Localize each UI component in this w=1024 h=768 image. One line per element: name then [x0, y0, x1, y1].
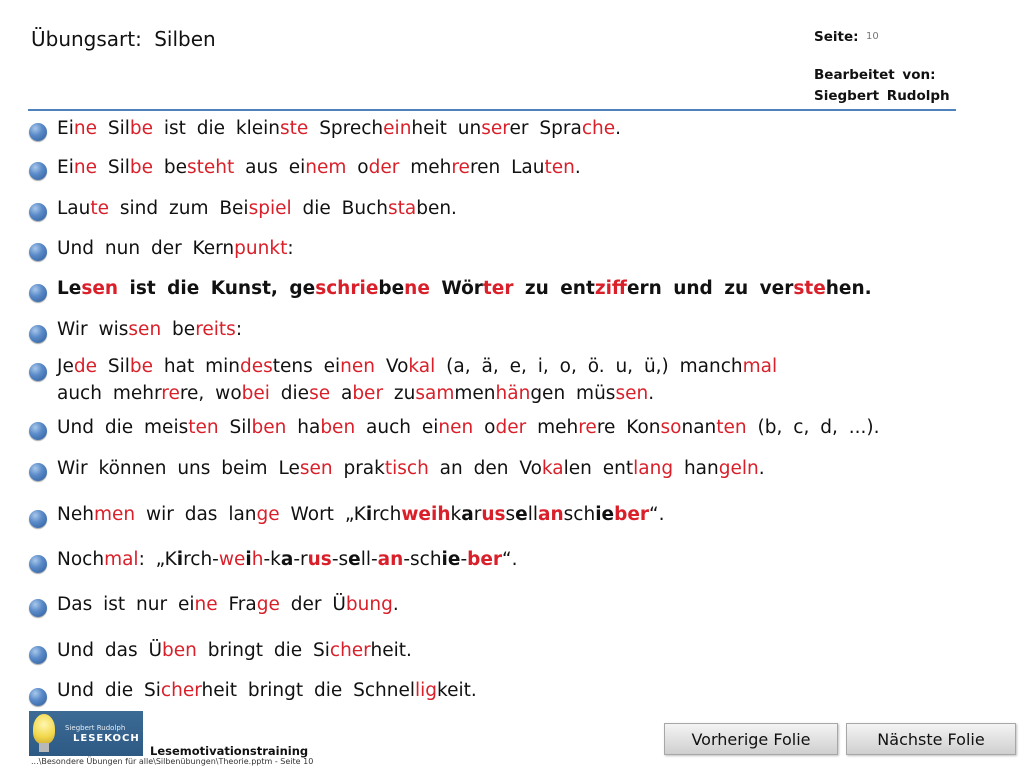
syllable-highlight: lig [415, 680, 438, 701]
syllable-highlight: ter [482, 278, 514, 299]
syllable-text: er Spra [509, 118, 582, 139]
syllable-text: s [505, 504, 516, 525]
bullet-icon [29, 123, 47, 141]
syllable-text: der Ü [279, 594, 346, 615]
lightbulb-icon [33, 714, 55, 744]
syllable-text: ren Lau [469, 157, 545, 178]
author-name: Siegbert Rudolph [814, 88, 950, 104]
syllable-highlight: sen [615, 383, 649, 404]
syllable-text: ha [286, 417, 321, 438]
syllable-text: . [574, 157, 581, 178]
syllable-text: hen. [825, 278, 872, 299]
syllable-text: Und nun der Kern [57, 238, 235, 259]
syllable-highlight: us [481, 504, 506, 525]
text-line [57, 417, 879, 438]
syllable-highlight: be [129, 157, 153, 178]
bullet-icon [29, 646, 47, 664]
syllable-highlight: ste [280, 118, 309, 139]
syllable-highlight: ben [320, 417, 356, 438]
syllable-text: bringt die Si [196, 640, 330, 661]
syllable-text: Ei [57, 118, 74, 139]
syllable-text: meh [399, 157, 452, 178]
syllable-text: aus ei [234, 157, 306, 178]
bullet-icon [29, 203, 47, 221]
text-line [57, 157, 581, 178]
syllable-highlight: zif [594, 278, 627, 299]
bullet-icon [29, 510, 47, 528]
syllable-highlight: h [251, 549, 264, 570]
syllable-highlight: ein [383, 118, 412, 139]
syllable-highlight: ber [467, 549, 503, 570]
syllable-highlight: ne [194, 594, 218, 615]
syllable-text: be [152, 157, 187, 178]
bullet-icon [29, 599, 47, 617]
syllable-highlight: der [368, 157, 400, 178]
syllable-highlight: men [93, 504, 136, 525]
syllable-highlight: an [377, 549, 404, 570]
syllable-text: i [176, 549, 184, 570]
page-number: 10 [866, 31, 879, 42]
syllable-text: (a, ä, e, i, o, ö. u, ü,) manch [435, 356, 743, 377]
syllable-highlight: sen [81, 278, 119, 299]
syllable-highlight: sen [299, 458, 333, 479]
syllable-highlight: mal [104, 549, 139, 570]
syllable-text: Le [57, 278, 82, 299]
syllable-highlight: des [239, 356, 273, 377]
syllable-text: heit un [411, 118, 482, 139]
syllable-text: i [245, 549, 252, 570]
text-line [57, 680, 477, 701]
syllable-text: Wir können uns beim Le [57, 458, 300, 479]
syllable-text: die [269, 383, 310, 404]
syllable-text: : „K [138, 549, 177, 570]
syllable-text: Vo [374, 356, 409, 377]
text-line [57, 118, 621, 139]
syllable-text: . [392, 594, 399, 615]
syllable-highlight: steht [187, 157, 235, 178]
syllable-highlight: nen [340, 356, 375, 377]
syllable-text: Lau [57, 198, 91, 219]
syllable-text: e [348, 549, 361, 570]
syllable-highlight: ten [544, 157, 575, 178]
syllable-text: ben. [416, 198, 457, 219]
lightbulb-base-icon [39, 743, 49, 752]
syllable-text: Fra [217, 594, 257, 615]
next-slide-button[interactable]: Nächste Folie [846, 723, 1016, 755]
bullet-icon [29, 162, 47, 180]
syllable-text: Je [57, 356, 74, 377]
syllable-text: Neh [57, 504, 94, 525]
syllable-highlight: de [73, 356, 97, 377]
syllable-highlight: tisch [384, 458, 429, 479]
text-line [57, 238, 294, 259]
previous-slide-button[interactable]: Vorherige Folie [664, 723, 838, 755]
syllable-text: : [287, 238, 294, 259]
logo-name: Siegbert Rudolph [65, 724, 126, 732]
syllable-text: k [450, 504, 462, 525]
syllable-highlight: geln [718, 458, 759, 479]
syllable-text: hat min [153, 356, 240, 377]
syllable-text: r [473, 504, 482, 525]
syllable-text: a [461, 504, 474, 525]
syllable-text: a [330, 383, 353, 404]
syllable-text: auch ei [355, 417, 439, 438]
syllable-text: tens ei [272, 356, 341, 377]
syllable-text: Sil [96, 157, 130, 178]
bullet-icon [29, 463, 47, 481]
edited-by-label: Bearbeitet von: [814, 67, 936, 83]
bullet-icon [29, 284, 47, 302]
syllable-text: re, wo [179, 383, 242, 404]
syllable-text: ll- [360, 549, 378, 570]
syllable-highlight: ka [541, 458, 564, 479]
syllable-text: “. [502, 549, 518, 570]
syllable-highlight: spiel [248, 198, 292, 219]
syllable-text: e [515, 504, 528, 525]
syllable-highlight: re [451, 157, 470, 178]
syllable-highlight: ben [251, 417, 287, 438]
syllable-text: (b, c, d, ...). [746, 417, 880, 438]
text-line [57, 504, 664, 525]
syllable-text: - [460, 549, 468, 570]
bullet-icon [29, 555, 47, 573]
syllable-text: Sprech [308, 118, 384, 139]
syllable-text: heit bringt die Schnel [201, 680, 415, 701]
syllable-highlight: an [537, 504, 564, 525]
syllable-highlight: be [129, 118, 153, 139]
syllable-text: ll [527, 504, 538, 525]
syllable-text: meh [526, 417, 579, 438]
syllable-text: Wör [429, 278, 483, 299]
syllable-highlight: re [578, 417, 597, 438]
syllable-text: Das ist nur ei [57, 594, 195, 615]
syllable-text: sind zum Bei [109, 198, 249, 219]
syllable-highlight: sta [387, 198, 417, 219]
syllable-highlight: ten [188, 417, 219, 438]
syllable-text: die Buch [291, 198, 388, 219]
syllable-highlight: be [129, 356, 153, 377]
syllable-text: zu ent [513, 278, 595, 299]
text-line [57, 594, 399, 615]
bullet-icon [29, 243, 47, 261]
syllable-highlight: nen [438, 417, 474, 438]
bullet-icon [29, 422, 47, 440]
syllable-highlight: hän [495, 383, 531, 404]
syllable-highlight: ge [256, 594, 280, 615]
syllable-text: Sil [96, 356, 130, 377]
syllable-text: wir das lan [135, 504, 257, 525]
syllable-highlight: ne [404, 278, 430, 299]
text-line [57, 319, 242, 340]
syllable-text: ie [441, 549, 461, 570]
syllable-text: i [365, 504, 373, 525]
syllable-text: len ent [563, 458, 634, 479]
syllable-text: o [346, 157, 369, 178]
page-label: Seite: [814, 29, 859, 45]
syllable-text: ist die klein [152, 118, 281, 139]
syllable-highlight: punkt [234, 238, 288, 259]
syllable-highlight: ste [793, 278, 826, 299]
syllable-highlight: ten [716, 417, 747, 438]
syllable-text: . [615, 118, 621, 139]
bullet-icon [29, 688, 47, 706]
text-line [57, 383, 654, 404]
syllable-text: auch mehr [57, 383, 162, 404]
syllable-highlight: nem [305, 157, 347, 178]
syllable-text: Wort „K [279, 504, 366, 525]
title-divider [28, 109, 956, 111]
syllable-highlight: der [495, 417, 527, 438]
syllable-text: -sch [403, 549, 442, 570]
syllable-highlight: ne [73, 157, 97, 178]
text-line [57, 458, 765, 479]
syllable-text: ie [595, 504, 615, 525]
syllable-text: Und die Si [57, 680, 161, 701]
text-line [57, 549, 518, 570]
syllable-highlight: cher [160, 680, 202, 701]
syllable-text: sch [563, 504, 596, 525]
syllable-text: an den Vo [428, 458, 542, 479]
syllable-text: be [161, 319, 196, 340]
syllable-highlight: reits [195, 319, 236, 340]
bullet-icon [29, 363, 47, 381]
text-line [57, 356, 777, 377]
syllable-highlight: ben [162, 640, 197, 661]
syllable-text: zu [383, 383, 416, 404]
syllable-text: Noch [57, 549, 105, 570]
syllable-text: rch [372, 504, 402, 525]
logo-brand: LESEKOCH [73, 733, 140, 744]
syllable-text: . [648, 383, 655, 404]
syllable-highlight: cher [329, 640, 371, 661]
syllable-highlight: che [581, 118, 616, 139]
syllable-text: ist die Kunst, ge [118, 278, 316, 299]
syllable-highlight: bei [241, 383, 270, 404]
syllable-highlight: te [90, 198, 110, 219]
syllable-text: Wir wis [57, 319, 129, 340]
syllable-highlight: re [161, 383, 180, 404]
syllable-highlight: sam [415, 383, 455, 404]
syllable-highlight: bung [345, 594, 393, 615]
syllable-text: Ei [57, 157, 74, 178]
syllable-text: Sil [218, 417, 252, 438]
syllable-highlight: lang [633, 458, 674, 479]
text-line [57, 278, 872, 299]
syllable-text: heit. [370, 640, 412, 661]
syllable-highlight: se [309, 383, 331, 404]
syllable-text: gen müs [530, 383, 616, 404]
syllable-text: re Kon [596, 417, 661, 438]
syllable-text: han [673, 458, 719, 479]
syllable-text: fern und zu ver [626, 278, 794, 299]
syllable-highlight: weih [401, 504, 451, 525]
syllable-text: nan [681, 417, 717, 438]
syllable-text: men [454, 383, 496, 404]
syllable-text: “. [649, 504, 665, 525]
syllable-highlight: ber [614, 504, 649, 525]
syllable-highlight: ne [73, 118, 97, 139]
syllable-highlight: kal [408, 356, 436, 377]
syllable-text: Und die meis [57, 417, 189, 438]
syllable-text: . [758, 458, 765, 479]
syllable-highlight: schrie [315, 278, 379, 299]
syllable-highlight: mal [742, 356, 778, 377]
text-line [57, 640, 412, 661]
bullet-icon [29, 325, 47, 343]
syllable-highlight: ge [256, 504, 280, 525]
syllable-text: rch- [183, 549, 219, 570]
lesekoch-logo [29, 711, 143, 756]
syllable-highlight: we [218, 549, 246, 570]
syllable-highlight: ser [481, 118, 510, 139]
syllable-highlight: ber [352, 383, 384, 404]
syllable-highlight: sen [128, 319, 162, 340]
syllable-text: : [235, 319, 243, 340]
syllable-highlight: us [307, 549, 332, 570]
text-line [57, 198, 457, 219]
syllable-text: -s [331, 549, 349, 570]
syllable-text: prak [332, 458, 385, 479]
syllable-text: o [473, 417, 496, 438]
page-title: Übungsart: Silben [31, 27, 216, 51]
syllable-text: Und das Ü [57, 640, 163, 661]
syllable-text: a [280, 549, 294, 570]
syllable-highlight: so [660, 417, 682, 438]
footer-file-path: ...\Besondere Übungen für alle\Silbenübungen\Theorie.pptm - Seite 10 [31, 757, 314, 766]
syllable-text: Sil [96, 118, 130, 139]
syllable-text: be [378, 278, 405, 299]
syllable-text: keit. [437, 680, 477, 701]
syllable-text: -r [293, 549, 308, 570]
syllable-text: -k [263, 549, 281, 570]
footer-training-label: Lesemotivationstraining [150, 744, 309, 758]
